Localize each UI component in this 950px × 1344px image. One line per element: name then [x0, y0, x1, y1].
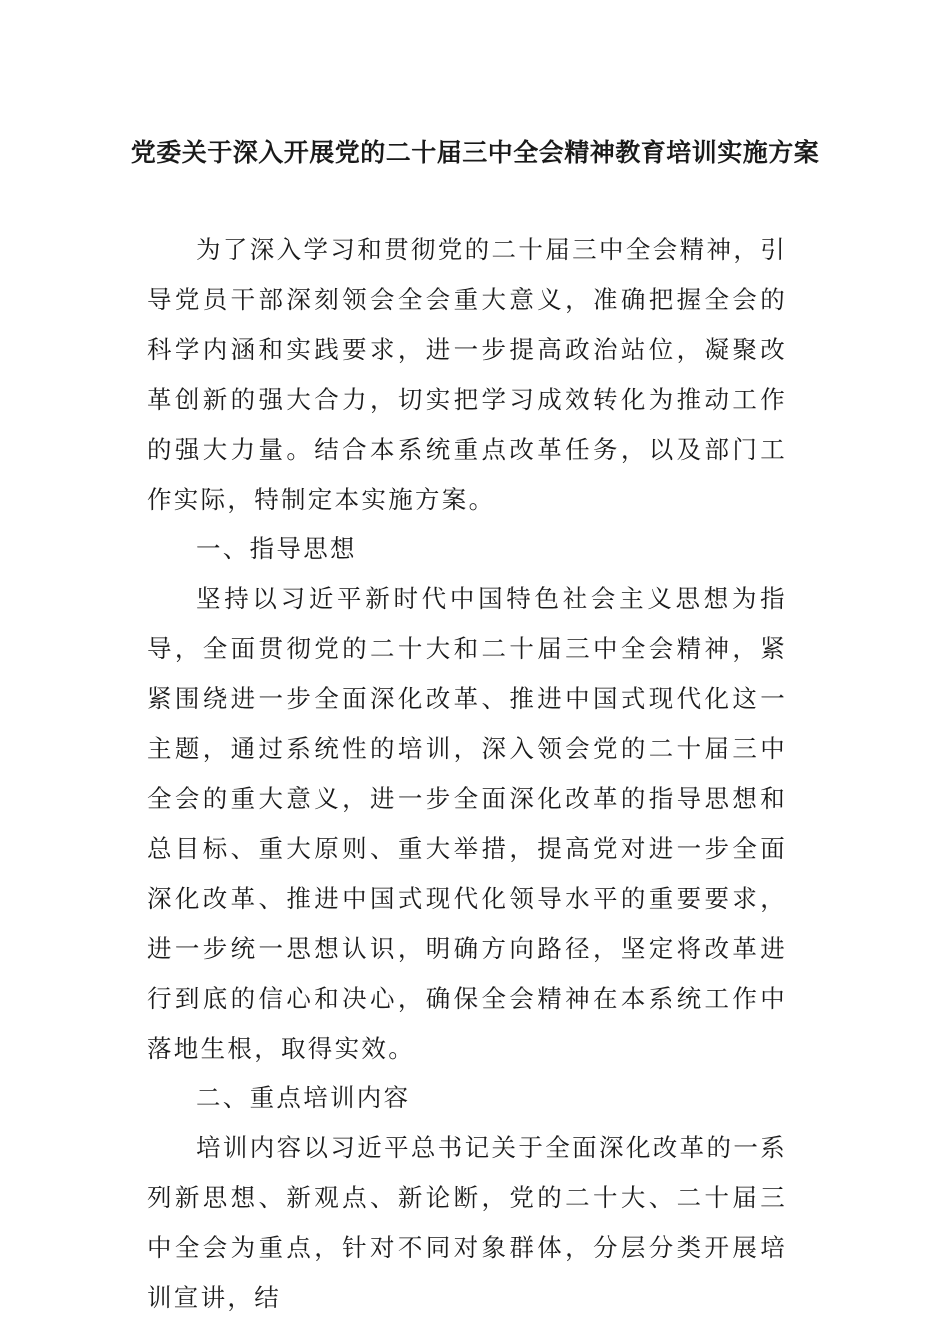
section-heading-training-content: 二、重点培训内容: [196, 1083, 411, 1113]
document-title: 党委关于深入开展党的二十届三中全会精神教育培训实施方案: [130, 138, 820, 167]
training-content-paragraph: 培训内容以习近平总书记关于全面深化改革的一系列新思想、新观点、新论断，党的二十大、二十届三中全会为重点，针对不同对象群体，分层分类开展培训宣讲，结: [147, 1133, 787, 1313]
intro-paragraph: 为了深入学习和贯彻党的二十届三中全会精神，引导党员干部深刻领会全会重大意义，准确把握全会的科学内涵和实践要求，进一步提高政治站位，凝聚改革创新的强大合力，切实把学习成效转化为推动工作的强大力量。结合本系统重点改革任务，以及部门工作实际，特制定本实施方案。: [147, 235, 787, 514]
document-body: [147, 225, 787, 1323]
guiding-ideology-paragraph: 坚持以习近平新时代中国特色社会主义思想为指导，全面贯彻党的二十大和二十届三中全会精神，紧紧围绕进一步全面深化改革、推进中国式现代化这一主题，通过系统性的培训，深入领会党的二十届三中全会的重大意义，进一步全面深化改革的指导思想和总目标、重大原则、重大举措，提高党对进一步全面深化改革、推进中国式现代化领导水平的重要要求，进一步统一思想认识，明确方向路径，坚定将改革进行到底的信心和决心，确保全会精神在本系统工作中落地生根，取得实效。: [147, 584, 787, 1063]
section-heading-guiding-ideology: 一、指导思想: [196, 534, 357, 564]
